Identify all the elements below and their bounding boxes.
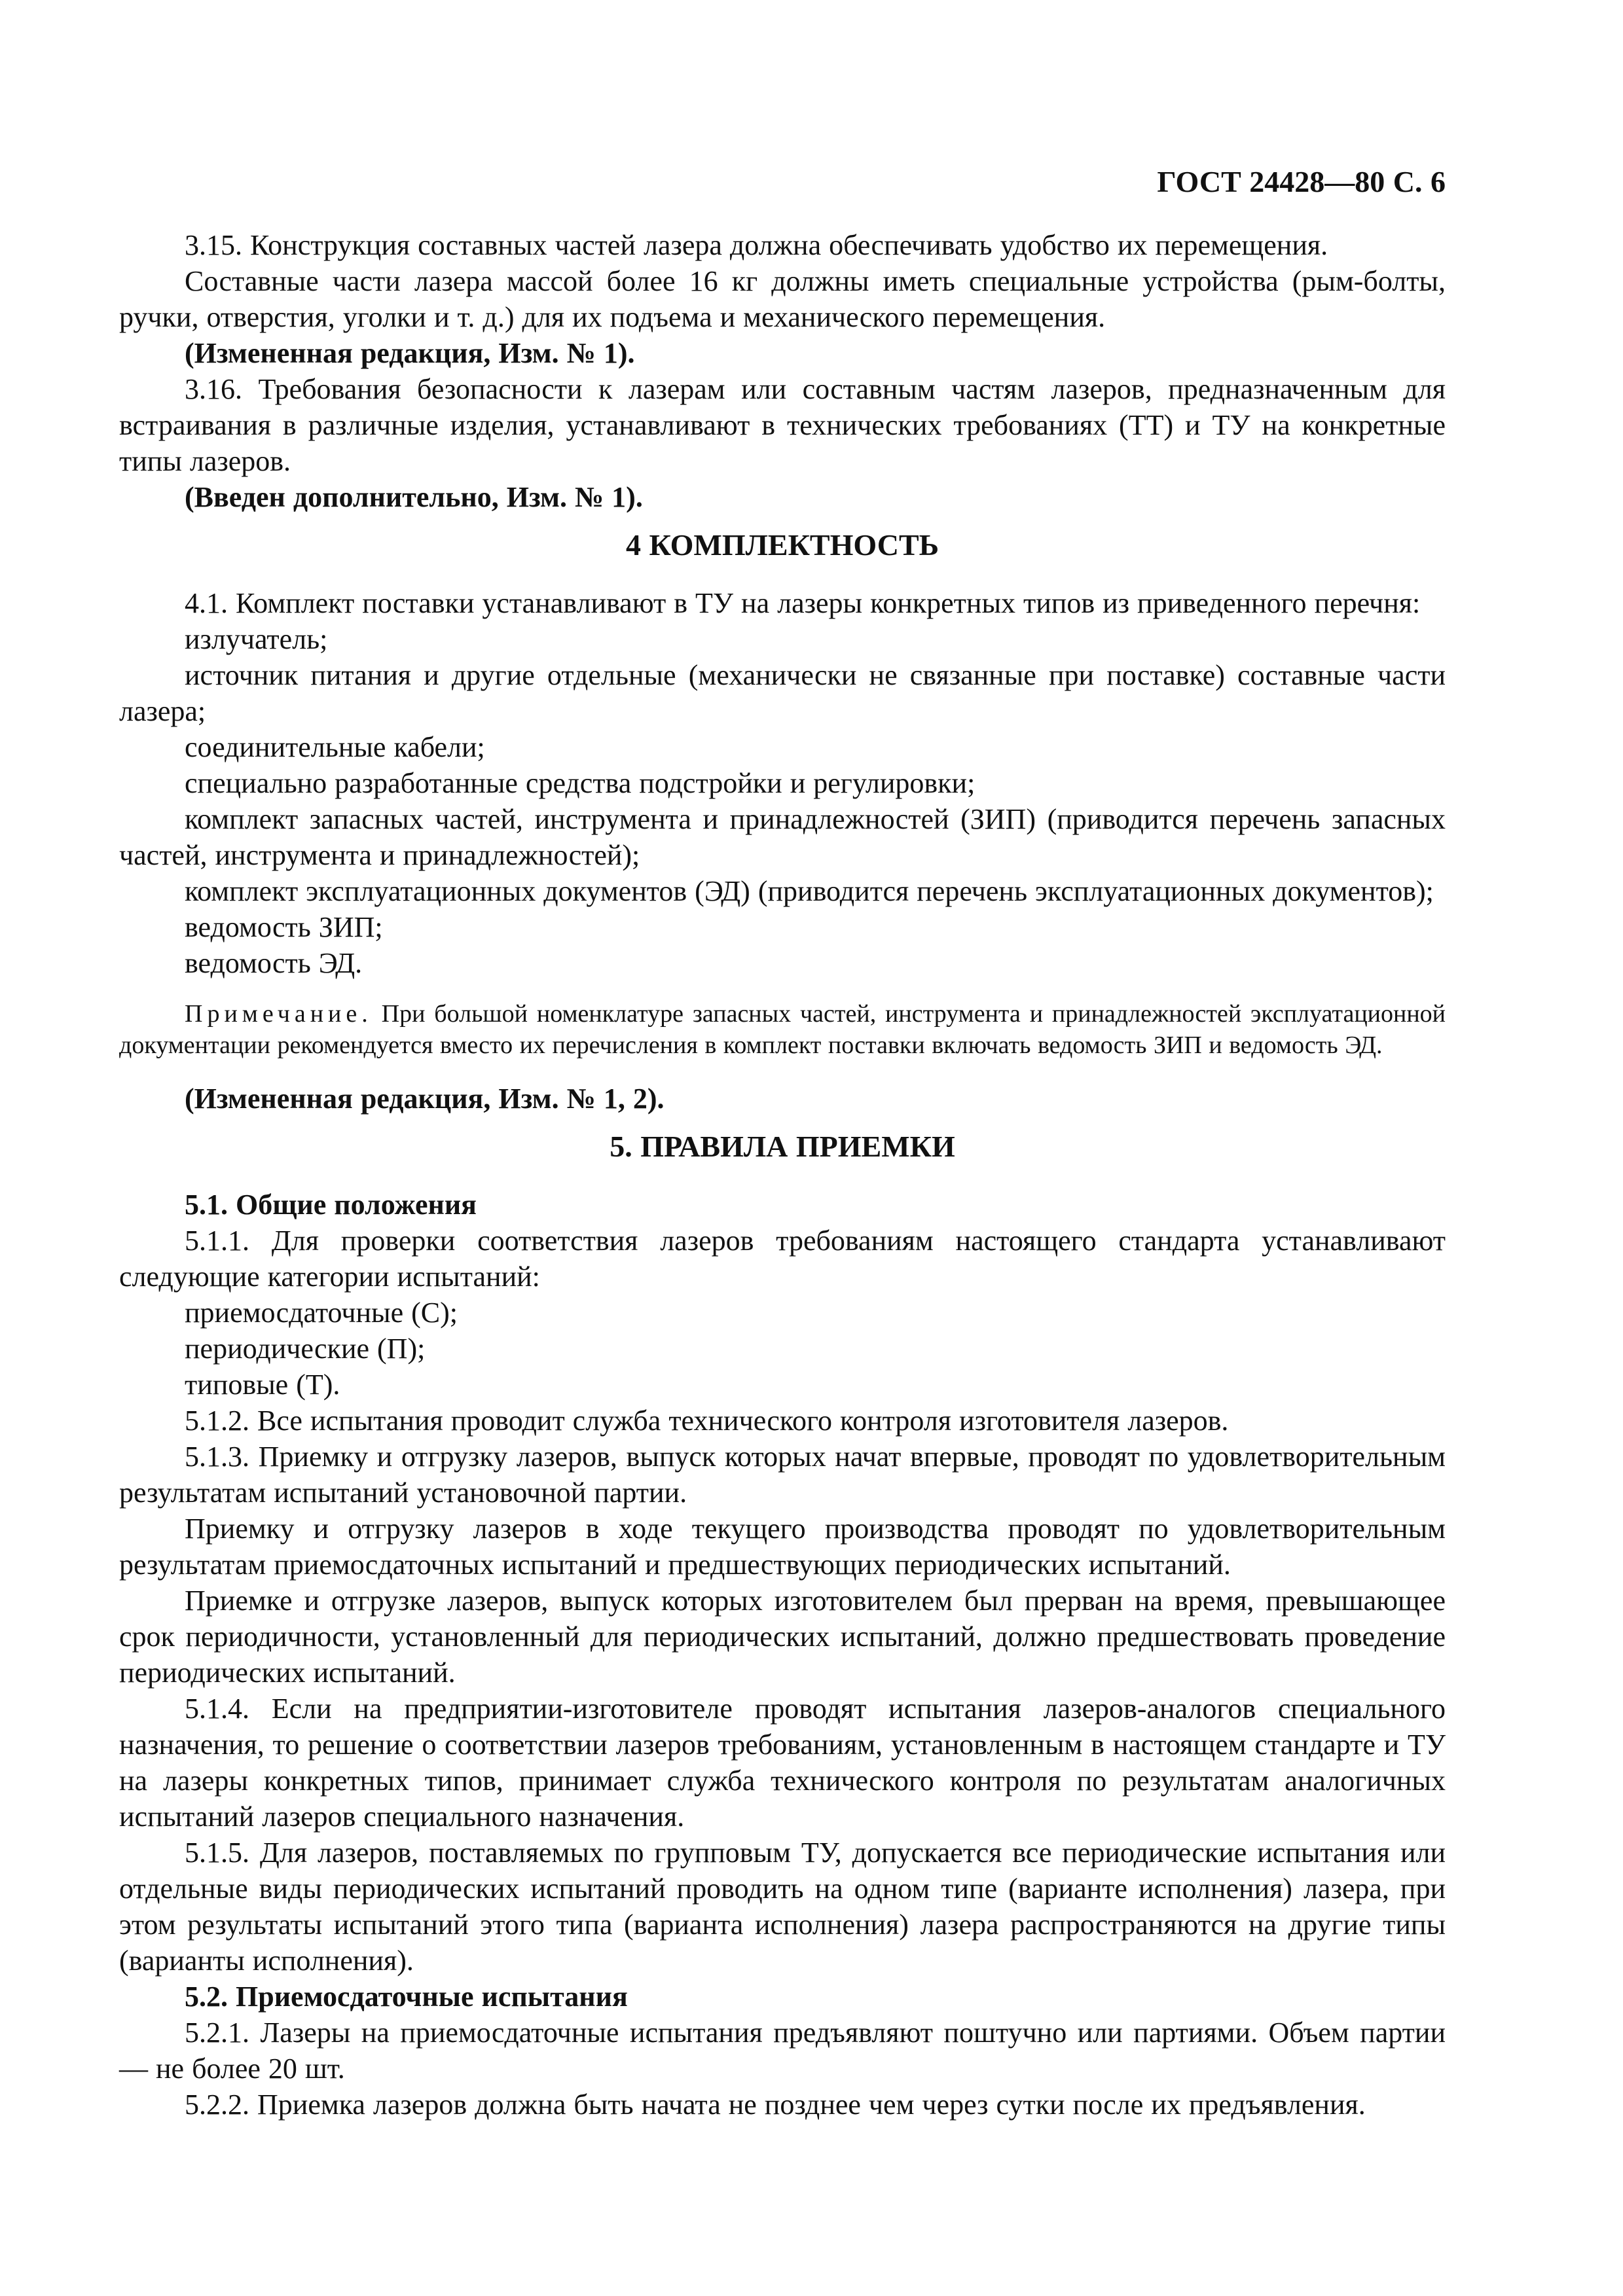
note xyxy=(119,998,1446,1061)
clause-5-2-2: 5.2.2. Приемка лазеров должна быть начата не позднее чем через сутки после их предъявления. xyxy=(185,2089,1366,2121)
amendment-note: (Введен дополнительно, Изм. № 1). xyxy=(185,481,643,513)
list-item: соединительные кабели; xyxy=(185,731,485,763)
amendment-note: (Измененная редакция, Изм. № 1). xyxy=(185,337,635,369)
subsection-title: 5.1. Общие положения xyxy=(185,1189,477,1221)
clause-3-16: 3.16. Требования безопасности к лазерам или составным частям лазеров, предназначенным для встраивания в различные изделия, устанавливают в технических требованиях (ТТ) и ТУ на конкретные типы лазеров. xyxy=(119,373,1446,477)
section-title: 4 КОМПЛЕКТНОСТЬ xyxy=(625,528,939,562)
list-item: типовые (Т). xyxy=(185,1369,340,1401)
note-text: При большой номенклатуре запасных частей, инструмента и принадлежностей эксплуатационной документации рекомендуется вместо их перечисления в комплект поставки включать ведомость ЗИП и ведомость ЭД. xyxy=(119,1000,1446,1059)
list-item: периодические (П); xyxy=(185,1333,426,1365)
list-item: приемосдаточные (С); xyxy=(185,1297,458,1329)
list-item: специально разработанные средства подстройки и регулировки; xyxy=(185,767,976,799)
list-item: ведомость ЭД. xyxy=(185,947,363,979)
clause-5-1-3-text: Приемку и отгрузку лазеров в ходе текущего производства проводят по удовлетворительным результатам приемосдаточных испытаний и предшествующих периодических испытаний. xyxy=(119,1513,1446,1581)
subsection-title: 5.2. Приемосдаточные испытания xyxy=(185,1981,628,2013)
note-label: Примечание. xyxy=(185,1000,373,1028)
list-item: комплект запасных частей, инструмента и принадлежностей (ЗИП) (приводится перечень запасных частей, инструмента и принадлежностей); xyxy=(119,803,1446,871)
list-item: комплект эксплуатационных документов (ЭД) (приводится перечень эксплуатационных документов); xyxy=(185,875,1434,907)
clause-5-1-4: 5.1.4. Если на предприятии-изготовителе проводят испытания лазеров-аналогов специального назначения, то решение о соответствии лазеров требованиям, установленным в настоящем стандарте и ТУ на лазеры конкретных типов, принимает служба технического контроля по результатам аналогичных испытаний лазеров специального назначения. xyxy=(119,1693,1446,1833)
clause-3-15-text: Составные части лазера массой более 16 кг должны иметь специальные устройства (рым-болты, ручки, отверстия, уголки и т. д.) для их подъема и механического перемещения. xyxy=(119,265,1446,333)
clause-5-1-1: 5.1.1. Для проверки соответствия лазеров требованиям настоящего стандарта устанавливают следующие категории испытаний: xyxy=(119,1225,1446,1293)
clause-5-1-3-text: Приемке и отгрузке лазеров, выпуск которых изготовителем был прерван на время, превышающее срок периодичности, установленный для периодических испытаний, должно предшествовать проведение периодических испытаний. xyxy=(119,1585,1446,1689)
clause-5-1-2: 5.1.2. Все испытания проводит служба технического контроля изготовителя лазеров. xyxy=(185,1405,1229,1437)
clause-5-1-5: 5.1.5. Для лазеров, поставляемых по групповым ТУ, допускается все периодические испытания или отдельные виды периодических испытаний проводить на одном типе (варианте исполнения) лазера, при этом результаты испытаний этого типа (варианта исполнения) лазера распространяются на другие типы (варианты исполнения). xyxy=(119,1837,1446,1977)
list-item: ведомость ЗИП; xyxy=(185,911,383,943)
document-header: ГОСТ 24428—80 С. 6 xyxy=(1157,165,1446,198)
amendment-note: (Измененная редакция, Изм. № 1, 2). xyxy=(185,1083,665,1115)
section-title: 5. ПРАВИЛА ПРИЕМКИ xyxy=(610,1130,955,1163)
clause-5-1-3: 5.1.3. Приемку и отгрузку лазеров, выпуск которых начат впервые, проводят по удовлетворительным результатам испытаний установочной партии. xyxy=(119,1441,1446,1509)
document-page xyxy=(119,164,1446,2123)
list-item: излучатель; xyxy=(185,623,328,655)
clause-3-15: 3.15. Конструкция составных частей лазера должна обеспечивать удобство их перемещения. xyxy=(185,229,1328,261)
clause-4-1: 4.1. Комплект поставки устанавливают в ТУ на лазеры конкретных типов из приведенного перечня: xyxy=(185,587,1421,619)
clause-5-2-1: 5.2.1. Лазеры на приемосдаточные испытания предъявляют поштучно или партиями. Объем партии — не более 20 шт. xyxy=(119,2017,1446,2085)
list-item: источник питания и другие отдельные (механически не связанные при поставке) составные части лазера; xyxy=(119,659,1446,727)
